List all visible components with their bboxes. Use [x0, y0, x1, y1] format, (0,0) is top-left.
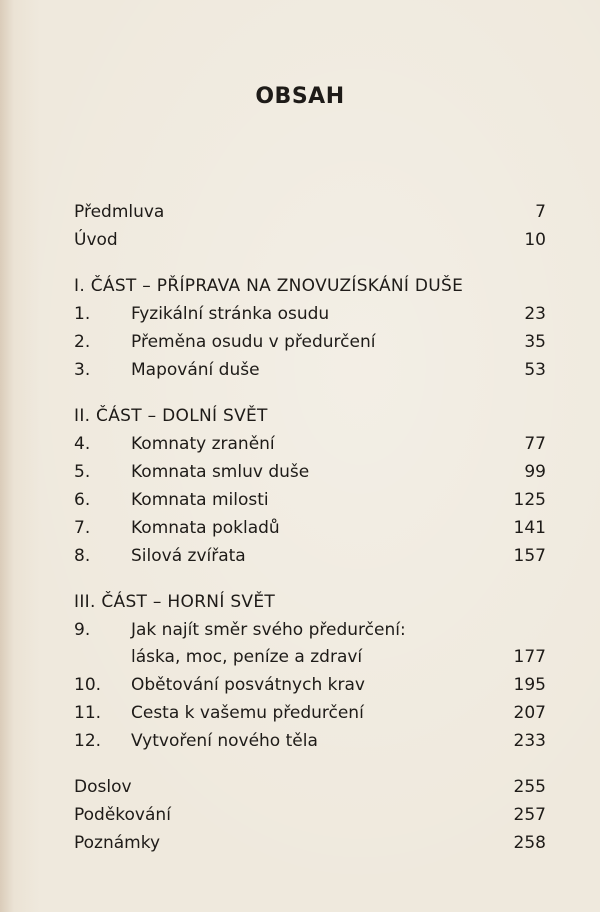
chapter-page: 23 [524, 304, 546, 324]
chapter-number: 1. [74, 304, 91, 324]
toc-chapter [74, 542, 546, 570]
chapter-number: 2. [74, 332, 91, 352]
chapter-label: Obětování posvátnych krav [131, 675, 365, 695]
chapter-label: Komnata milosti [131, 490, 269, 510]
chapter-page: 35 [524, 332, 546, 352]
chapter-number: 9. [74, 620, 91, 640]
toc-chapter [74, 300, 546, 328]
chapter-label: Fyzikální stránka osudu [131, 304, 330, 324]
toc-chapter [74, 356, 546, 384]
chapter-number: 3. [74, 360, 91, 380]
chapter-label: Jak najít směr svého předurčení: [131, 620, 406, 640]
chapter-page: 141 [513, 518, 546, 538]
table-of-contents [74, 198, 546, 857]
toc-chapter-continuation [74, 643, 546, 671]
chapter-page: 77 [524, 434, 546, 454]
chapter-label: Komnata smluv duše [131, 462, 310, 482]
toc-chapter [74, 671, 546, 699]
toc-entry-acknowledgements [74, 801, 546, 829]
entry-label: Doslov [74, 777, 132, 797]
toc-chapter [74, 328, 546, 356]
entry-page: 7 [535, 202, 546, 222]
chapter-page: 207 [513, 703, 546, 723]
chapter-label: Silová zvířata [131, 546, 246, 566]
chapter-label: Cesta k vašemu předurčení [131, 703, 364, 723]
toc-chapter [74, 458, 546, 486]
entry-page: 257 [513, 805, 546, 825]
chapter-label: Vytvoření nového těla [131, 731, 318, 751]
chapter-page: 125 [513, 490, 546, 510]
chapter-page: 233 [513, 731, 546, 751]
toc-chapter [74, 727, 546, 755]
chapter-page: 53 [524, 360, 546, 380]
chapter-number: 8. [74, 546, 91, 566]
toc-chapter [74, 616, 546, 644]
page-title: OBSAH [255, 84, 345, 109]
entry-page: 10 [524, 230, 546, 250]
part-title: I. ČÁST – PŘÍPRAVA NA ZNOVUZÍSKÁNÍ DUŠE [74, 276, 464, 296]
entry-page: 255 [513, 777, 546, 797]
chapter-label: Mapování duše [131, 360, 260, 380]
chapter-label: Přeměna osudu v předurčení [131, 332, 376, 352]
toc-chapter [74, 486, 546, 514]
toc-entry-introduction [74, 226, 546, 254]
chapter-page: 177 [513, 647, 546, 667]
chapter-number: 6. [74, 490, 91, 510]
chapter-page: 195 [513, 675, 546, 695]
chapter-number: 12. [74, 731, 102, 751]
chapter-number: 11. [74, 703, 102, 723]
toc-entry-afterword [74, 773, 546, 801]
toc-part-heading-2 [74, 402, 546, 430]
chapter-number: 5. [74, 462, 91, 482]
entry-label: Úvod [74, 230, 118, 250]
toc-chapter [74, 699, 546, 727]
toc-chapter [74, 430, 546, 458]
toc-entry-foreword [74, 198, 546, 226]
toc-entry-notes [74, 829, 546, 857]
entry-label: Předmluva [74, 202, 165, 222]
toc-part-heading-3 [74, 588, 546, 616]
chapter-number: 7. [74, 518, 91, 538]
entry-label: Poznámky [74, 833, 161, 853]
chapter-page: 157 [513, 546, 546, 566]
entry-page: 258 [513, 833, 546, 853]
chapter-label-continued: láska, moc, peníze a zdraví [131, 647, 363, 667]
chapter-label: Komnata pokladů [131, 518, 280, 538]
toc-part-heading-1 [74, 272, 546, 300]
part-title: III. ČÁST – HORNÍ SVĚT [74, 592, 276, 612]
chapter-number: 4. [74, 434, 91, 454]
chapter-number: 10. [74, 675, 102, 695]
part-title: II. ČÁST – DOLNÍ SVĚT [74, 406, 268, 426]
entry-label: Poděkování [74, 805, 171, 825]
chapter-label: Komnaty zranění [131, 434, 275, 454]
chapter-page: 99 [524, 462, 546, 482]
toc-chapter [74, 514, 546, 542]
